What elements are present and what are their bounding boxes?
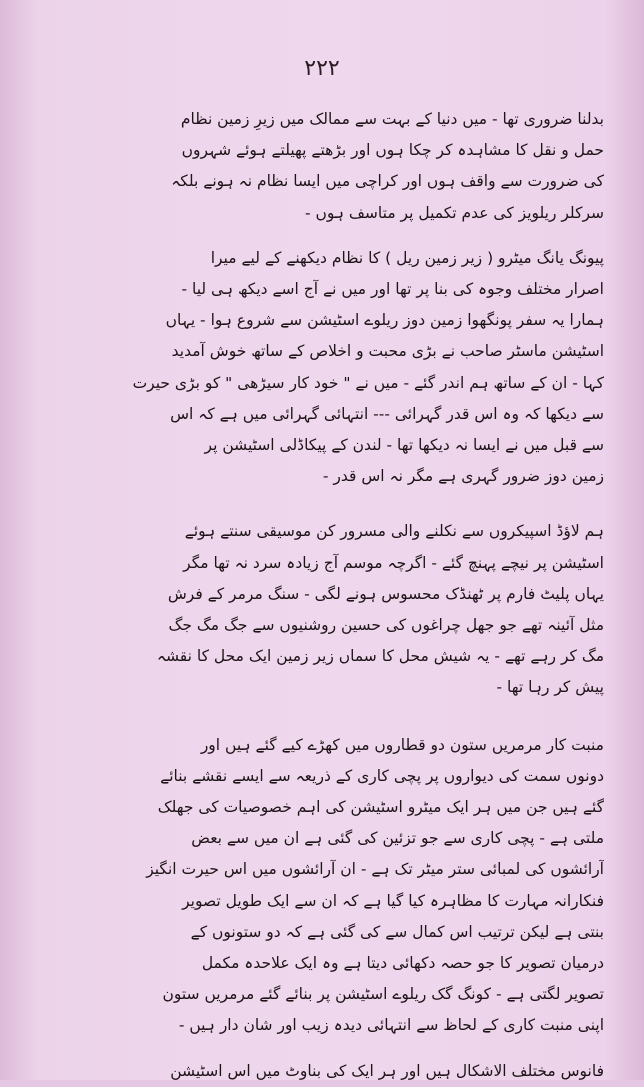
text-line: مثل آئینہ تھے جو جھل چراغوں کی حسین روشنیوں سے جگ مگ جگ: [168, 616, 604, 635]
text-line: کہا - ان کے ساتھ ہم اندر گئے - میں نے " خود کار سیڑھی " کو بڑی حیرت: [132, 373, 604, 392]
text-line: فانوس مختلف الاشکال ہیں اور ہر ایک کی بناوٹ میں اس اسٹیشن: [170, 1061, 604, 1080]
text-line: ملتی ہے - پچی کاری سے جو تزئین کی گئی ہے ان میں سے بعض: [191, 829, 604, 848]
text-line: فنکارانہ مہارت کا مظاہرہ کیا گیا ہے کہ ان سے ایک طویل تصویر: [182, 891, 604, 910]
paragraph-2: [86, 243, 604, 493]
text-line: سے دیکھا کہ وہ اس قدر گہرائی --- انتہائی گہرائی میں ہے کہ اس: [170, 404, 604, 423]
text-line: ہم لاؤڈ اسپیکروں سے نکلنے والی مسرور کن موسیقی سنتے ہوئے: [184, 522, 604, 541]
text-line: کی ضرورت سے واقف ہوں اور کراچی میں ایسا نظام نہ ہونے بلکہ: [171, 172, 604, 191]
text-line: پیش کر رہا تھا -: [496, 678, 604, 697]
text-line: درمیان تصویر کا جو حصہ دکھائی دیتا ہے وہ ایک علاحدہ مکمل: [201, 954, 604, 973]
text-line: زمین دوز ضرور گہری ہے مگر نہ اس قدر -: [322, 467, 604, 486]
text-line: تصویر لگتی ہے - کونگ گک ریلوے اسٹیشن پر بنائے گئے مرمریں ستون: [162, 985, 604, 1004]
text-line: اصرار مختلف وجوہ کی بنا پر تھا اور میں نے آج اسے دیکھ ہی لیا -: [181, 280, 604, 299]
paragraph-1: [86, 104, 604, 229]
text-line: پیونگ یانگ میٹرو ( زیر زمین ریل ) کا نظام دیکھنے کے لیے میرا: [210, 248, 604, 267]
paragraph-3: [86, 516, 604, 703]
text-line: بنتی ہے لیکن ترتیب اس کمال سے کی گئی ہے کہ دو ستونوں کے: [190, 922, 604, 941]
text-line: سے قبل میں نے ایسا نہ دیکھا تھا - لندن کے پیکاڈلی اسٹیشن پر: [204, 436, 604, 455]
paragraph-5: [86, 1056, 604, 1087]
text-line: حمل و نقل کا مشاہدہ کر چکا ہوں اور بڑھتے پھیلتے ہوئے شہروں: [181, 141, 604, 160]
text-line: مگ کر رہے تھے - یہ شیش محل کا سماں زیر زمین ایک محل کا نقشہ: [156, 647, 604, 666]
text-line: اسٹیشن ماسٹر صاحب نے بڑی محبت و اخلاص کے ساتھ خوش آمدید: [171, 342, 604, 361]
text-line: دونوں سمت کی دیواروں پر پچی کاری کے ذریعہ سے ایسے نقشے بنائے: [160, 766, 604, 785]
text-line: اپنی منبت کاری کے لحاظ سے انتہائی دیدہ زیب اور شان دار ہیں -: [178, 1016, 604, 1035]
text-line: منبت کار مرمریں ستون دو قطاروں میں کھڑے کیے گئے ہیں اور: [200, 735, 604, 754]
text-line: گئے ہیں جن میں ہر ایک میٹرو اسٹیشن کی اہم خصوصیات کی جھلک: [157, 798, 604, 817]
text-line: ہمارا یہ سفر پونگھوا زمین دوز ریلوے اسٹیشن سے شروع ہوا - یہاں: [165, 311, 604, 330]
page-body-text: [86, 104, 604, 1087]
text-line: یہاں پلیٹ فارم پر ٹھنڈک محسوس ہونے لگی - سنگ مرمر کے فرش: [167, 584, 604, 603]
text-line: اسٹیشن پر نیچے پہنچ گئے - اگرچہ موسم آج زیادہ سرد نہ تھا مگر: [183, 553, 604, 572]
text-line: سرکلر ریلویز کی عدم تکمیل پر متاسف ہوں -: [304, 203, 604, 222]
text-line: بدلنا ضروری تھا - میں دنیا کے بہت سے ممالک میں زیرِ زمین نظام: [180, 110, 604, 128]
text-line: آرائشوں کی لمبائی ستر میٹر تک ہے - ان آرائشوں میں اس حیرت انگیز: [146, 860, 604, 879]
page-number: ۲۲۲: [304, 56, 340, 81]
paragraph-4: [86, 730, 604, 1042]
